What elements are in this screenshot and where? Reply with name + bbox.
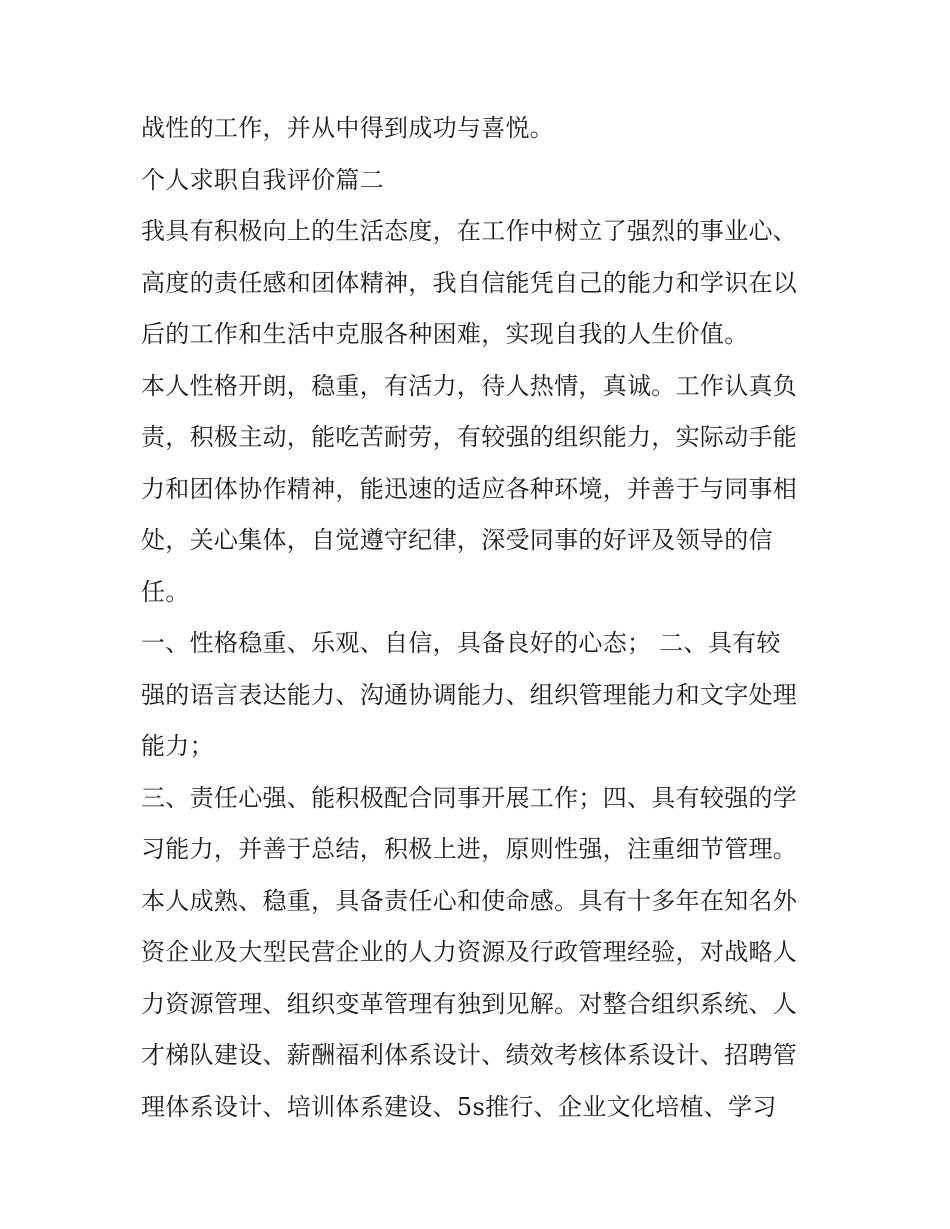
text-line: 习能力，并善于总结，积极上进，原则性强，注重细节管理。 bbox=[141, 835, 798, 863]
text-line: 强的语言表达能力、沟通协调能力、组织管理能力和文字处理 bbox=[141, 681, 798, 709]
text-line: 力和团体协作精神，能迅速的适应各种环境，并善于与同事相 bbox=[141, 475, 798, 503]
text-line: 战性的工作，并从中得到成功与喜悦。 bbox=[141, 114, 555, 142]
text-line: 本人性格开朗，稳重，有活力，待人热情，真诚。工作认真负 bbox=[141, 372, 798, 400]
text-line: 一、性格稳重、乐观、自信，具备良好的心态； 二、具有较 bbox=[141, 629, 781, 657]
text-line: 才梯队建设、薪酬福利体系设计、绩效考核体系设计、招聘管 bbox=[141, 1041, 798, 1069]
text-line: 高度的责任感和团体精神，我自信能凭自己的能力和学识在以 bbox=[141, 269, 798, 297]
text-line: 能力； bbox=[141, 732, 214, 760]
text-line: 我具有积极向上的生活态度，在工作中树立了强烈的事业心、 bbox=[141, 217, 798, 245]
text-line: 力资源管理、组织变革管理有独到见解。对整合组织系统、人 bbox=[141, 990, 798, 1018]
text-line: 责，积极主动，能吃苦耐劳，有较强的组织能力，实际动手能 bbox=[141, 423, 798, 451]
text-line: 三、责任心强、能积极配合同事开展工作；四、具有较强的学 bbox=[141, 784, 798, 812]
text-line: 后的工作和生活中克服各种困难，实现自我的人生价值。 bbox=[141, 320, 749, 348]
text-line: 理体系设计、培训体系建设、5s推行、企业文化培植、学习 bbox=[141, 1093, 777, 1121]
text-line: 处，关心集体，自觉遵守纪律，深受同事的好评及领导的信 bbox=[141, 526, 773, 554]
text-line: 资企业及大型民营企业的人力资源及行政管理经验，对战略人 bbox=[141, 938, 798, 966]
text-line: 本人成熟、稳重，具备责任心和使命感。具有十多年在知名外 bbox=[141, 887, 798, 915]
text-line: 任。 bbox=[141, 578, 190, 606]
section-heading: 个人求职自我评价篇二 bbox=[141, 166, 384, 194]
